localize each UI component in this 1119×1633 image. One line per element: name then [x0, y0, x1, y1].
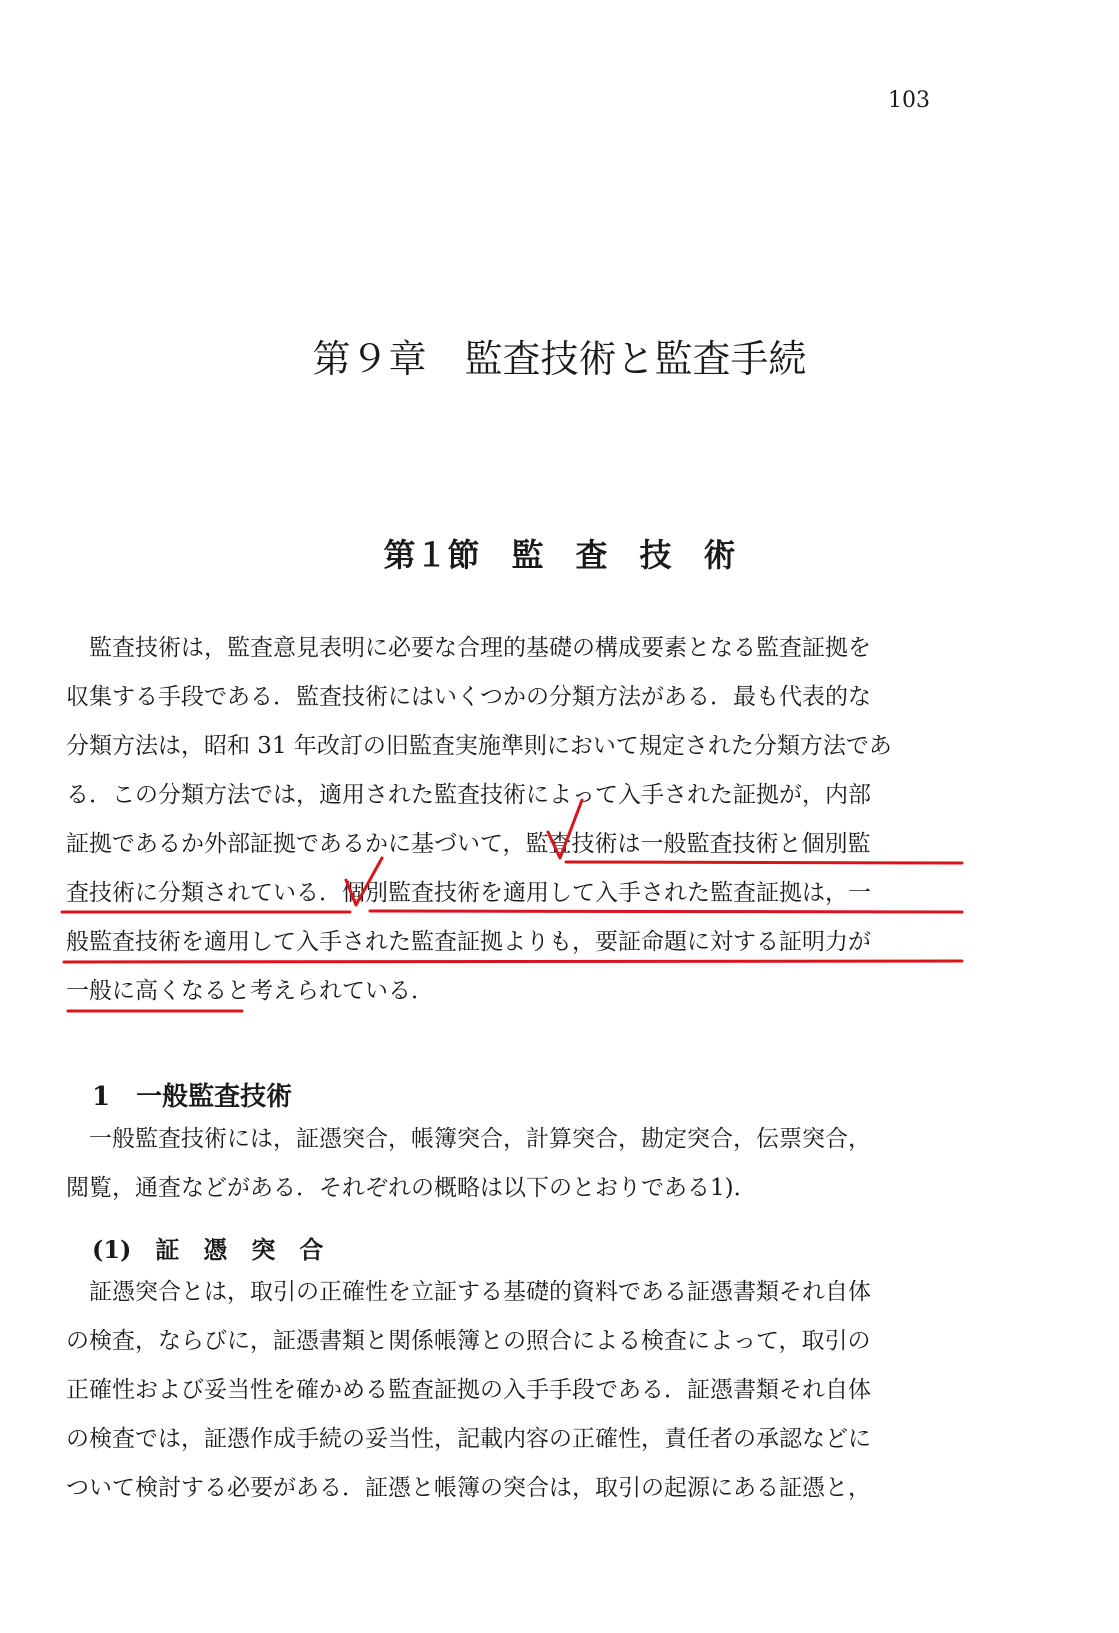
underline [566, 862, 962, 863]
underline [370, 911, 962, 912]
paragraph-line: 監査技術は，監査意見表明に必要な合理的基礎の構成要素となる監査証拠を [66, 635, 871, 661]
paragraph-line: の検査，ならびに，証憑書類と関係帳簿との照合による検査によって，取引の [66, 1328, 871, 1354]
paragraph-line: 一般に高くなると考えられている． [66, 978, 434, 1004]
underline [64, 961, 962, 962]
paragraph-line: 般監査技術を適用して入手された監査証拠よりも，要証命題に対する証明力が [66, 929, 871, 955]
subsection-heading: 1 一般監査技術 [92, 1082, 293, 1112]
paragraph-line: 一般監査技術には，証憑突合，帳簿突合，計算突合，勘定突合，伝票突合， [66, 1126, 871, 1152]
paragraph-line: る．この分類方法では，適用された監査技術によって入手された証拠が，内部 [66, 782, 871, 808]
paragraph-line: 査技術に分類されている．個別監査技術を適用して入手された監査証拠は，一 [66, 880, 871, 906]
paragraph-line: 分類方法は，昭和 31 年改訂の旧監査実施準則において規定された分類方法であ [66, 733, 892, 759]
chapter-title: 第９章 監査技術と監査手続 [312, 337, 807, 381]
paragraph-line: 正確性および妥当性を確かめる監査証拠の入手手段である．証憑書類それ自体 [66, 1377, 871, 1403]
paragraph-line: 証拠であるか外部証拠であるかに基づいて，監査技術は一般監査技術と個別監 [66, 831, 871, 857]
paragraph-line: の検査では，証憑作成手続の妥当性，記載内容の正確性，責任者の承認などに [66, 1426, 871, 1452]
paragraph-line: 収集する手段である．監査技術にはいくつかの分類方法がある．最も代表的な [66, 684, 871, 710]
paragraph-line: ついて検討する必要がある．証憑と帳簿の突合は，取引の起源にある証憑と， [66, 1475, 871, 1501]
item-heading: (1) 証 憑 突 合 [92, 1235, 324, 1264]
paragraph-line: 証憑突合とは，取引の正確性を立証する基礎的資料である証憑書類それ自体 [66, 1279, 871, 1305]
section-title: 第１節 監 査 技 術 [383, 536, 736, 574]
paragraph-line: 閲覧，通査などがある．それぞれの概略は以下のとおりである1)． [66, 1175, 757, 1201]
page-number: 103 [888, 88, 930, 113]
